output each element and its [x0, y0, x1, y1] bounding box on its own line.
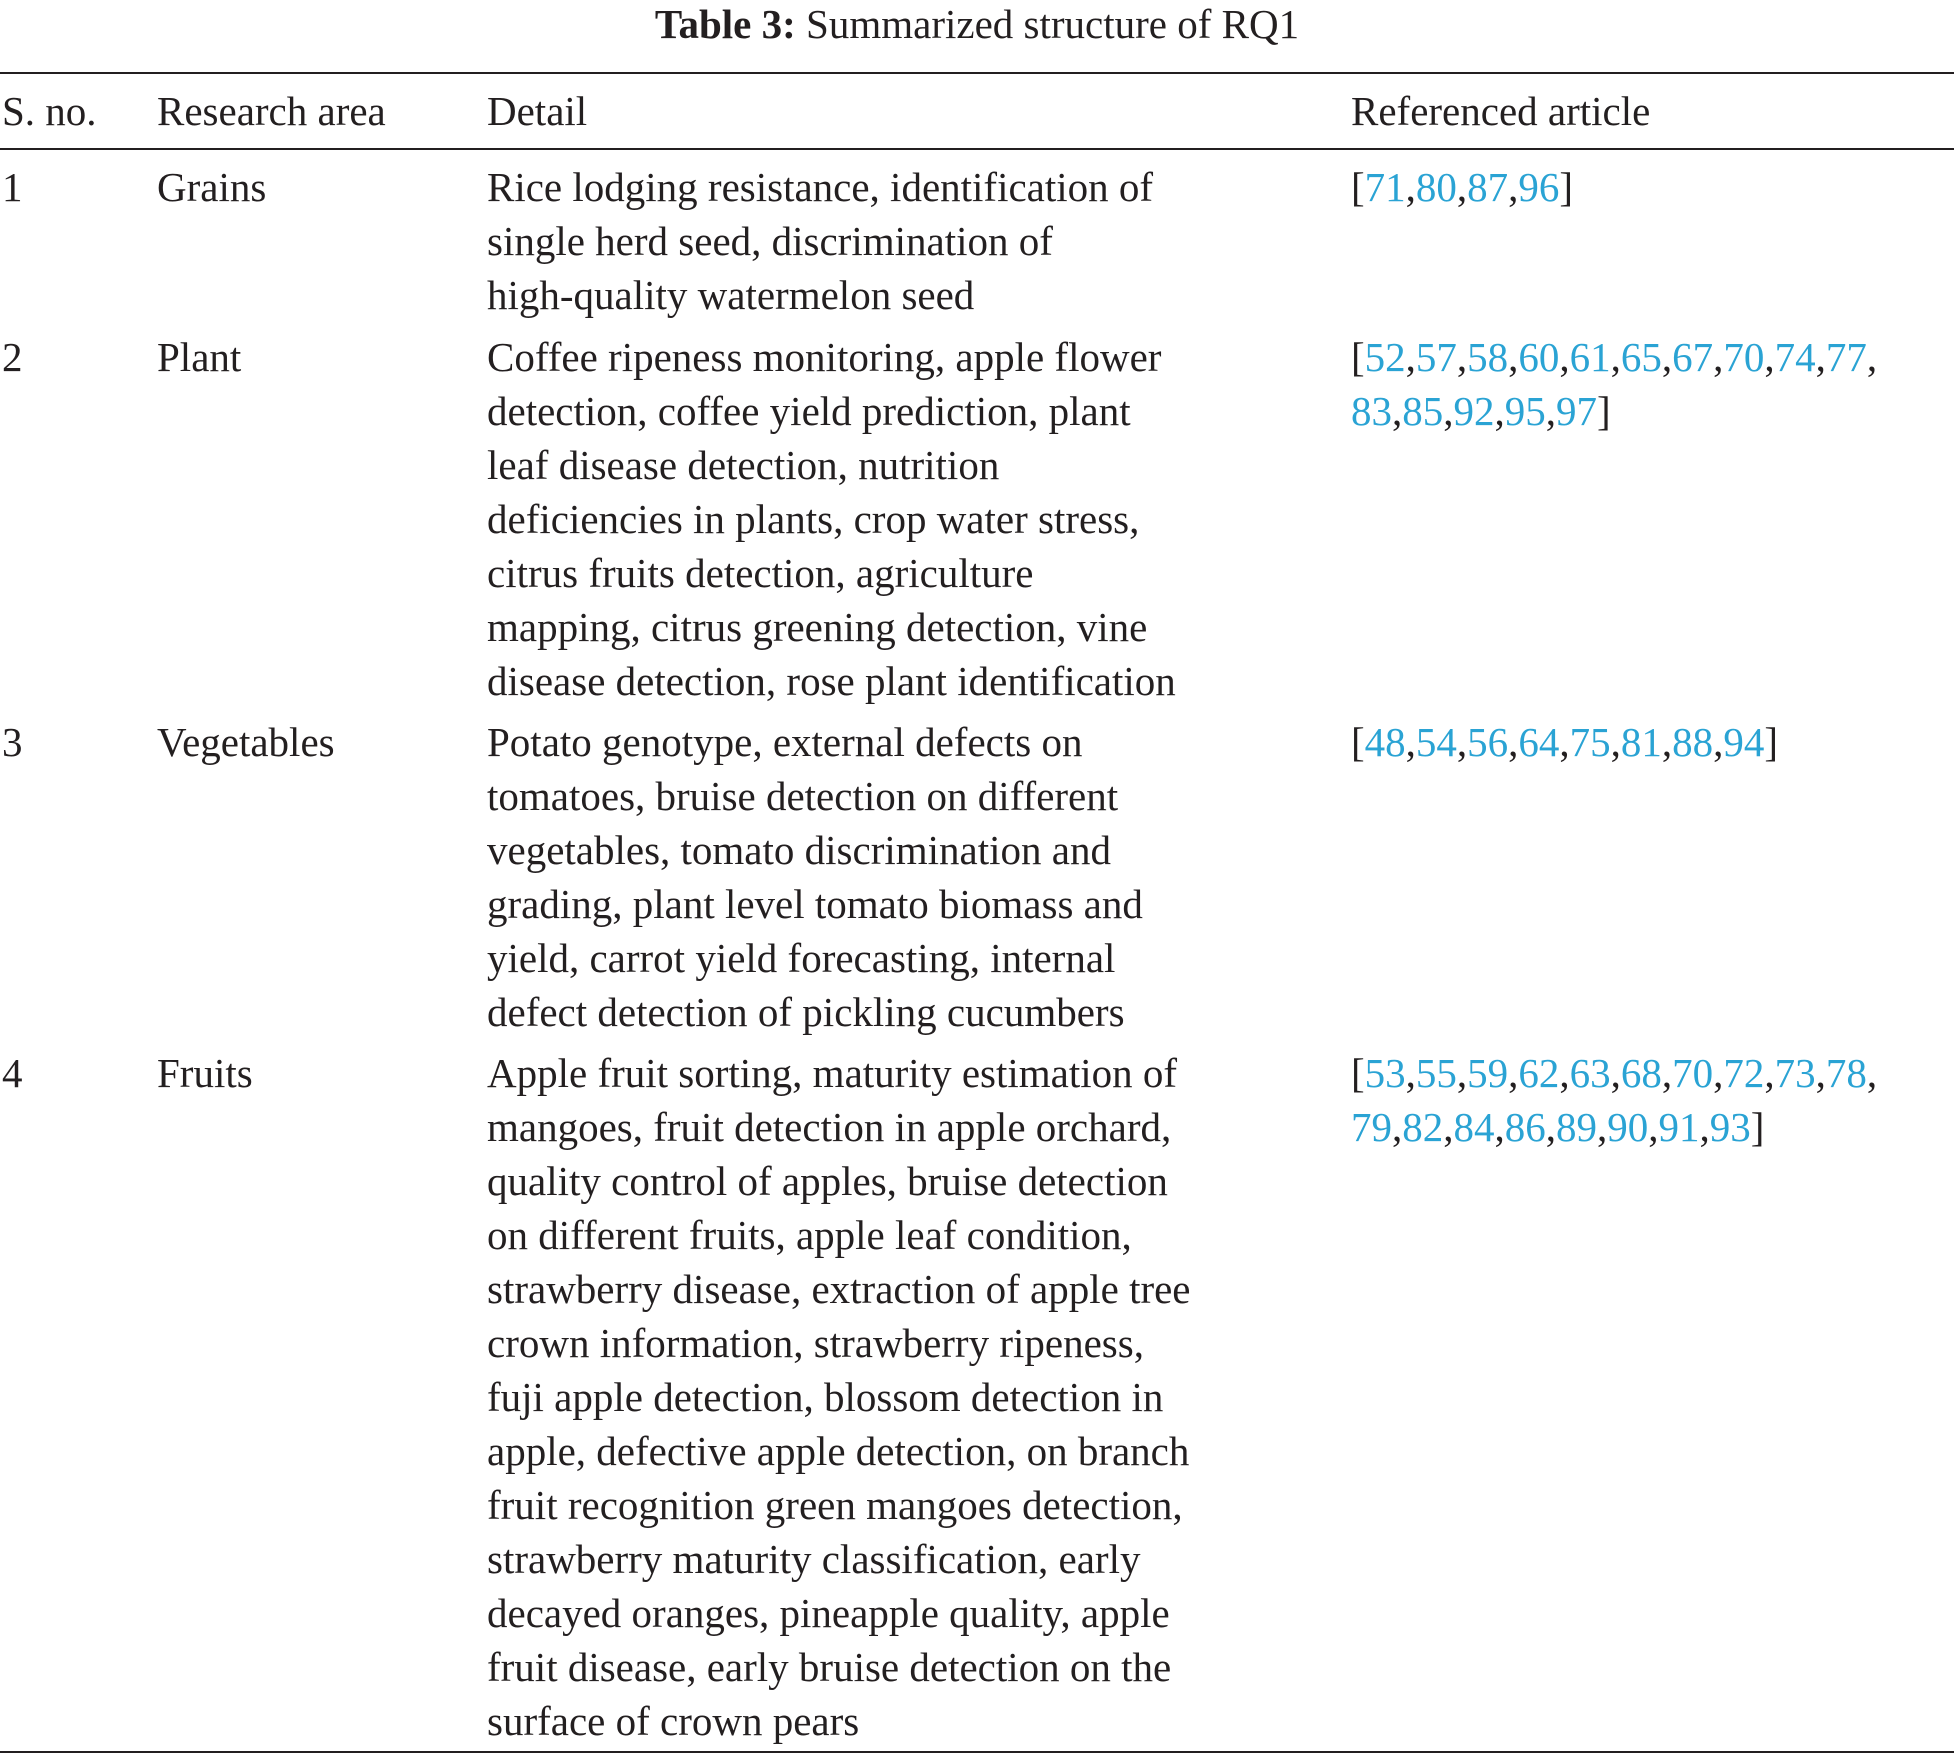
reference-link[interactable]: 67	[1672, 334, 1714, 380]
row-sno: 4	[2, 1050, 23, 1096]
row-research-area: Fruits	[157, 1050, 253, 1096]
detail-line: fruit recognition green mangoes detection,	[487, 1482, 1183, 1528]
reference-link[interactable]: 80	[1415, 164, 1457, 210]
detail-line: grading, plant level tomato biomass and	[487, 881, 1143, 927]
reference-link[interactable]: 77	[1825, 334, 1867, 380]
reference-link[interactable]: 96	[1518, 164, 1560, 210]
bottom-rule	[0, 1751, 1954, 1753]
reference-link[interactable]: 73	[1774, 1050, 1816, 1096]
detail-line: strawberry disease, extraction of apple tree	[487, 1266, 1191, 1312]
reference-link[interactable]: 52	[1364, 334, 1406, 380]
detail-line: surface of crown pears	[487, 1698, 860, 1744]
reference-link[interactable]: 75	[1569, 719, 1611, 765]
detail-line: mangoes, fruit detection in apple orchard,	[487, 1104, 1172, 1150]
detail-line: deficiencies in plants, crop water stress,	[487, 496, 1140, 542]
detail-line: Potato genotype, external defects on	[487, 719, 1083, 765]
detail-line: leaf disease detection, nutrition	[487, 442, 1000, 488]
row-sno: 2	[2, 334, 23, 380]
header-referenced-article: Referenced article	[1351, 88, 1651, 134]
row-detail	[487, 715, 1143, 1039]
reference-link[interactable]: 72	[1723, 1050, 1765, 1096]
reference-link[interactable]: 97	[1556, 388, 1597, 434]
reference-link[interactable]: 91	[1658, 1104, 1700, 1150]
reference-link[interactable]: 61	[1569, 334, 1611, 380]
header-detail: Detail	[487, 88, 588, 134]
reference-link[interactable]: 53	[1364, 1050, 1406, 1096]
reference-link[interactable]: 65	[1620, 334, 1662, 380]
reference-link[interactable]: 63	[1569, 1050, 1611, 1096]
table-title: Summarized structure of RQ1	[806, 1, 1300, 47]
reference-link[interactable]: 95	[1504, 388, 1546, 434]
detail-line: detection, coffee yield prediction, plant	[487, 388, 1131, 434]
row-detail	[487, 1046, 1191, 1748]
detail-line: fuji apple detection, blossom detection in	[487, 1374, 1164, 1420]
header-sno: S. no.	[2, 88, 97, 134]
reference-link[interactable]: 82	[1402, 1104, 1444, 1150]
reference-link[interactable]: 70	[1723, 334, 1765, 380]
row-research-area: Plant	[157, 334, 242, 380]
row-detail	[487, 330, 1176, 708]
reference-link[interactable]: 94	[1723, 719, 1765, 765]
table-label: Table 3:	[654, 1, 796, 47]
reference-link[interactable]: 81	[1620, 719, 1662, 765]
reference-link[interactable]: 59	[1467, 1050, 1509, 1096]
detail-line: crown information, strawberry ripeness,	[487, 1320, 1144, 1366]
detail-line: disease detection, rose plant identification	[487, 658, 1176, 704]
row-references	[1351, 160, 1573, 214]
reference-line: [48,54,56,64,75,81,88,94]	[1351, 719, 1779, 765]
detail-line: decayed oranges, pineapple quality, apple	[487, 1590, 1170, 1636]
reference-link[interactable]: 85	[1402, 388, 1444, 434]
detail-line: single herd seed, discrimination of	[487, 218, 1053, 264]
reference-link[interactable]: 60	[1518, 334, 1560, 380]
detail-line: fruit disease, early bruise detection on the	[487, 1644, 1172, 1690]
reference-link[interactable]: 55	[1415, 1050, 1457, 1096]
reference-link[interactable]: 54	[1415, 719, 1457, 765]
reference-link[interactable]: 74	[1774, 334, 1816, 380]
reference-link[interactable]: 56	[1467, 719, 1509, 765]
reference-link[interactable]: 89	[1556, 1104, 1597, 1150]
reference-link[interactable]: 70	[1672, 1050, 1714, 1096]
reference-link[interactable]: 48	[1364, 719, 1406, 765]
reference-link[interactable]: 86	[1504, 1104, 1546, 1150]
row-references	[1351, 715, 1778, 769]
reference-link[interactable]: 93	[1709, 1104, 1751, 1150]
row-sno: 3	[2, 719, 23, 765]
detail-line: apple, defective apple detection, on branch	[487, 1428, 1190, 1474]
row-references	[1351, 1046, 1877, 1154]
reference-link[interactable]: 68	[1620, 1050, 1662, 1096]
reference-link[interactable]: 57	[1415, 334, 1457, 380]
detail-line: mapping, citrus greening detection, vine	[487, 604, 1148, 650]
detail-line: citrus fruits detection, agriculture	[487, 550, 1034, 596]
reference-link[interactable]: 79	[1351, 1104, 1392, 1150]
header-rule	[0, 148, 1954, 150]
row-sno: 1	[2, 164, 23, 210]
reference-link[interactable]: 58	[1467, 334, 1509, 380]
reference-link[interactable]: 84	[1453, 1104, 1495, 1150]
reference-link[interactable]: 71	[1364, 164, 1406, 210]
detail-line: high-quality watermelon seed	[487, 272, 975, 318]
reference-line: [71,80,87,96]	[1351, 164, 1574, 210]
detail-line: Coffee ripeness monitoring, apple flower	[487, 334, 1162, 380]
reference-link[interactable]: 78	[1825, 1050, 1867, 1096]
header-research-area: Research area	[157, 88, 386, 134]
row-research-area: Vegetables	[157, 719, 335, 765]
reference-line: 79,82,84,86,89,90,91,93]	[1351, 1104, 1765, 1150]
reference-link[interactable]: 83	[1351, 388, 1392, 434]
reference-link[interactable]: 62	[1518, 1050, 1560, 1096]
table-caption	[0, 0, 1954, 48]
row-references	[1351, 330, 1877, 438]
detail-line: yield, carrot yield forecasting, internal	[487, 935, 1116, 981]
detail-line: quality control of apples, bruise detection	[487, 1158, 1168, 1204]
detail-line: defect detection of pickling cucumbers	[487, 989, 1125, 1035]
detail-line: vegetables, tomato discrimination and	[487, 827, 1111, 873]
reference-line: 83,85,92,95,97]	[1351, 388, 1611, 434]
reference-link[interactable]: 88	[1672, 719, 1714, 765]
detail-line: Rice lodging resistance, identification of	[487, 164, 1154, 210]
reference-link[interactable]: 64	[1518, 719, 1560, 765]
row-detail	[487, 160, 1153, 322]
reference-line: [52,57,58,60,61,65,67,70,74,77,	[1351, 334, 1878, 380]
top-rule	[0, 72, 1954, 74]
reference-link[interactable]: 92	[1453, 388, 1495, 434]
detail-line: on different fruits, apple leaf condition,	[487, 1212, 1132, 1258]
reference-line: [53,55,59,62,63,68,70,72,73,78,	[1351, 1050, 1878, 1096]
detail-line: tomatoes, bruise detection on different	[487, 773, 1119, 819]
detail-line: strawberry maturity classification, early	[487, 1536, 1141, 1582]
detail-line: Apple fruit sorting, maturity estimation of	[487, 1050, 1178, 1096]
reference-link[interactable]: 90	[1607, 1104, 1649, 1150]
row-research-area: Grains	[157, 164, 267, 210]
reference-link[interactable]: 87	[1467, 164, 1509, 210]
